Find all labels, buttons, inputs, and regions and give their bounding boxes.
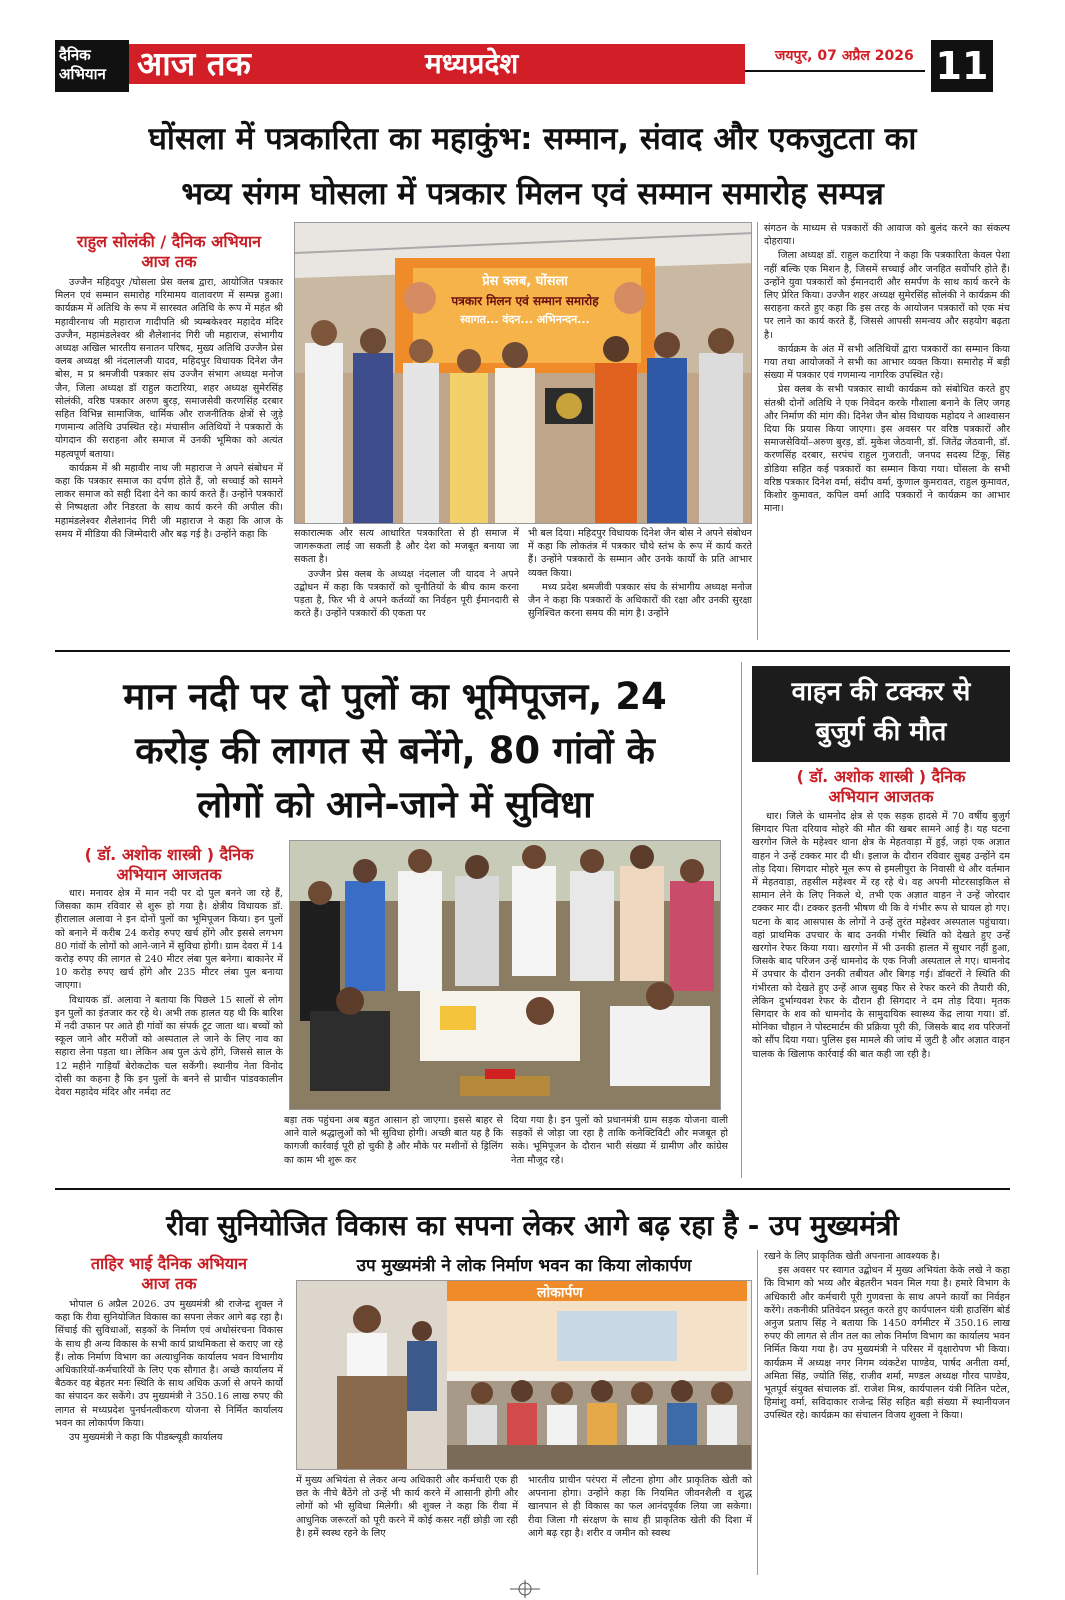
- story2-paragraph: विधायक डॉ. अलावा ने बताया कि पिछले 15 सालों से लोग इन पुलों का इंतजार कर रहे थे। अभी तक हालत यह थी कि बारिश में नदी उफान पर आते ही गांवों का संपर्क टूट जाता था। बच्चों को स्कूल जाने और मरीजों को अस्पताल ले जाने के लिए नाव का सहारा लेना पड़ता था। लेकिन अब पुल ऊंचे होंगे, जिससे साल के 12 महीने गाड़ियाँ बेरोकटोक चल सकेंगी। स्थानीय नेता विनोद दोसी का कहना है कि इन पुलों के बनने से प्राचीन पांडवकालीन देवरा महादेव मंदिर और नर्मदा तट: [55, 994, 283, 1099]
- story3-byline: [752, 767, 1010, 807]
- section-divider: [55, 650, 1010, 652]
- story1-column-3: [528, 527, 752, 638]
- story1-paragraph: भी बल दिया। महिदपुर विधायक दिनेश जैन बोस ने अपने संबोधन में कहा कि लोकतंत्र में पत्रकार चौथे स्तंभ के रूप में कार्य करते हैं। उन्होंने पत्रकारों के सम्मान और उनके कार्यों के प्रति आभार व्यक्त किया।: [528, 528, 752, 579]
- press-event-photo-illustration: [295, 223, 752, 524]
- bridge-groundbreaking-photo-illustration: [290, 841, 721, 1110]
- story2-paragraph: दिया गया है। इन पुलों को प्रधानमंत्री ग्राम सड़क योजना वाली सड़कों से जोड़ा जा रहा है ताकि कनेक्टिविटी और मजबूत हो सके। भूमिपूजन के दौरान भारी संख्या में ग्रामीण और कांग्रेस नेता मौजूद रहे।: [511, 1115, 728, 1166]
- story4-byline-line2: आज तक: [141, 1274, 197, 1293]
- story1-paragraph: सकारात्मक और सत्य आधारित पत्रकारिता से ही समाज में जागरूकता लाई जा सकती है और देश को मजबूत बनाया जा सकता है।: [294, 528, 519, 566]
- story2-headline: [55, 670, 735, 832]
- story2-byline-line1: ( डॉ. अशोक शास्त्री ) दैनिक: [84, 845, 254, 864]
- story2-headline-line1: मान नदी पर दो पुलों का भूमिपूजन, 24: [123, 675, 667, 718]
- story4-paragraph: भारतीय प्राचीन परंपरा में लौटना होगा और प्राकृतिक खेती को अपनाना होगा। उन्होंने कहा कि नियमित जीवनशैली व शुद्ध खानपान से ही विकास का फल आनंदपूर्वक लिया जा सकेगा। रीवा जिला गौ संरक्षण के साथ ही प्राकृतिक खेती की दिशा में आगे बढ़ रहा है। शरीर व जमीन को स्वस्थ: [528, 1475, 752, 1539]
- brand-name: आज तक: [137, 44, 251, 83]
- story3-body: [752, 810, 1010, 1176]
- story4-paragraph: भोपाल 6 अप्रैल 2026. उप मुख्यमंत्री श्री राजेन्द्र शुक्ल ने कहा कि रीवा सुनियोजित विकास का सपना लेकर आगे बढ़ रहा है। सिंचाई की सुविधाओं, सड़कों के निर्माण एवं अधोसंरचना विकास के साथ ही अन्य विकास के सभी कार्य प्राथमिकता से कराए जा रहे हैं। लोक निर्माण विभाग का अत्याधुनिक कार्यालय भवन विभागीय अधिकारियों-कर्मचारियों के लिए एक सौगात है। अच्छे कार्यालय में बैठकर वह बेहतर मनः स्थिति के साथ अधिक ऊर्जा से अपने कार्यों का संपादन कर सकेंगे। उप मुख्यमंत्री ने 350.16 लाख रुपए की लागत से मध्यप्रदेश पुनर्घनत्वीकरण योजना से निर्मित कार्यालय भवन का लोकार्पण किया।: [55, 1299, 283, 1429]
- story1-photo: [294, 222, 752, 524]
- story4-column-4: [764, 1250, 1010, 1574]
- story4-column-2: [296, 1474, 518, 1574]
- story2-paragraph: धार। मनावर क्षेत्र में मान नदी पर दो पुल बनने जा रहे हैं, जिसका काम रविवार से शुरू हो गया है। क्षेत्रीय विधायक डॉ. हीरालाल अलावा ने इन दोनों पुलों का भूमिपूजन किया। इन पुलों को बनाने में करीब 24 करोड़ रुपए खर्च होंगे और इससे लगभग 80 गांवों के लोगों को आने-जाने में सुविधा होगी। ग्राम देवरा में 14 करोड़ रुपए की लागत से 240 मीटर लंबा पुल बनेगा। बाकानेर में 10 करोड़ रुपए खर्च होंगे और 235 मीटर लंबा पुल बनाया जाएगा।: [55, 888, 283, 992]
- story1-paragraph: उज्जैन महिदपुर /घोसला प्रेस क्लब द्वारा, आयोजित पत्रकार मिलन एवं सम्मान समारोह गरिमामय वातावरण में सम्पन्न हुआ। कार्यक्रम में अतिथि के रूप में सारस्वत अतिथि के रूप में महंत श्री महावीरनाथ जी महाराज गादीपति श्री त्र्यम्बकेश्वर महादेव मंदिर उज्जैन, महामंडलेश्वर श्री शैलेशानंद गिरी जी महाराज, संभागीय अध्यक्ष अखिल भारतीय सनातन परिषद, मुख्य अतिथि उज्जैन प्रेस क्लब अध्यक्ष श्री नंदलालजी यादव, महिदपुर विधायक दिनेश जैन बोस, म प्र श्रमजीवी पत्रकार संघ उज्जैन संभाग अध्यक्ष मनोज जैन, जिला अध्यक्ष डॉ राहुल कटारिया, शहर अध्यक्ष सुमेरसिंह सोलंकी, वरिष्ठ पत्रकार अरुण बुरड़, समाजसेवी करणसिंह दरबार सहित विभिन्न सामाजिक, धार्मिक और राजनीतिक क्षेत्रों से जुड़े गणमान्य अतिथि उपस्थित रहे। मंचासीन अतिथियों ने पत्रकारों के योगदान की सराहना और समाज में उनकी भूमिका को अत्यंत महत्वपूर्ण बताया।: [55, 277, 283, 460]
- registration-mark-icon: [510, 1580, 540, 1598]
- story2-column-2: [284, 1114, 503, 1173]
- banner-line-2: पत्रकार मिलन एवं सम्मान समारोह: [451, 294, 599, 308]
- story4-column-3: [528, 1474, 752, 1574]
- story4-paragraph: रखने के लिए प्राकृतिक खेती अपनाना आवश्यक है।: [764, 1251, 940, 1262]
- story2-photo: [289, 840, 721, 1110]
- story2-column-3: [511, 1114, 728, 1173]
- story4-paragraph: में मुख्य अभियंता से लेकर अन्य अधिकारी और कर्मचारी एक ही छत के नीचे बैठेंगे तो उन्हें भी कार्य करने में आसानी होगी और लोगों को भी सुविधा मिलेगी। श्री शुक्ल ने कहा कि रीवा में आधुनिक जरूरतों को पूरी करने में कोई कसर नहीं छोड़ी जा रही है। हमें स्वस्थ रहने के लिए: [296, 1475, 518, 1539]
- story4-byline: [55, 1254, 283, 1294]
- story1-paragraph: कार्यक्रम के अंत में सभी अतिथियों द्वारा पत्रकारों का सम्मान किया गया तथा आयोजकों ने सभी का आभार व्यक्त किया। समारोह में बड़ी संख्या में पत्रकार एवं गणमान्य नागरिक उपस्थित रहे।: [764, 343, 1010, 382]
- story1-headline-line1: घोंसला में पत्रकारिता का महाकुंभ: सम्मान, संवाद और एकजुटता का: [148, 121, 917, 157]
- story3-headline-line2: बुजुर्ग की मौत: [815, 717, 947, 747]
- banner-line-3: स्वागत... वंदन... अभिनन्दन...: [460, 313, 590, 326]
- story4-byline-line1: ताहिर भाई दैनिक अभियान: [90, 1254, 248, 1273]
- story4-paragraph: उप मुख्यमंत्री ने कहा कि पीडब्ल्यूडी कार्यालय: [69, 1432, 223, 1444]
- column-divider: [757, 1250, 758, 1575]
- story1-byline: [55, 232, 283, 272]
- story1-byline-line2: आज तक: [141, 252, 197, 271]
- story3-paragraph: धार। जिले के धामनोद क्षेत्र से एक सड़क हादसे में 70 वर्षीय बुजुर्ग सिगदार पिता दरियाव मोहरे की मौत की खबर सामने आई है। यह घटना खरगोन जिले के महेश्वर थाना क्षेत्र के मेहतवाड़ा में हुई, जहां एक अज्ञात वाहन ने उन्हें टक्कर मार दी थी। इलाज के दौरान रविवार सुबह उन्होंने दम तोड़ दिया। सिगदार मोहरे मूल रूप से इमलीपुरा के निवासी थे और वर्तमान में मेहतवाड़ा, तहसील महेश्वर में रह रहे थे। वह अपनी मोटरसाइकिल से सामान लेने के लिए निकले थे, तभी एक अज्ञात वाहन ने उन्हें जोरदार टक्कर मार दी। टक्कर इतनी भीषण थी कि वे गंभीर रूप से घायल हो गए। घटना के बाद आसपास के लोगों ने उन्हें तुरंत महेश्वर अस्पताल पहुंचाया। वहां प्राथमिक उपचार के बाद उनकी गंभीर स्थिति को देखते हुए उन्हें खरगोन रेफर किया गया। खरगोन में भी उनकी हालत में सुधार नहीं हुआ, जिसके बाद परिजन उन्हें धामनोद के एक निजी अस्पताल ले गए। धामनोद में उपचार के दौरान उनकी तबीयत और बिगड़ गई। डॉक्टरों ने स्थिति की गंभीरता को देखते हुए उन्हें आज सुबह फिर से रेफर करने की तैयारी की, लेकिन दुर्भाग्यवश रेफर के दौरान ही सिगदार ने दम तोड़ दिया। मृतक सिगदार के शव को धामनोद के सामुदायिक स्वास्थ्य केंद्र लाया गया। डॉ. मोनिका चौहान ने पोस्टमार्टम की प्रक्रिया पूरी की, जिसके बाद शव परिजनों को सौंप दिया गया। पुलिस इस मामले की जांच में जुटी है और अज्ञात वाहन चालक के खिलाफ कार्रवाई की बात कही जा रही है।: [752, 811, 1010, 1060]
- date-underline: [745, 70, 925, 72]
- story4-subheadline: उप मुख्यमंत्री ने लोक निर्माण भवन का किया लोकार्पण: [356, 1256, 692, 1276]
- story1-column-2: [294, 527, 519, 638]
- logo-line-1: दैनिक: [59, 46, 91, 64]
- story1-paragraph: प्रेस क्लब के सभी पत्रकार साथी कार्यक्रम को संबोधित करते हुए संतश्री दोनों अतिथि ने एक निवेदन करके गौशाला बनाने के लिए जगह और निर्माण की मांग की। दिनेश जैन बोस विधायक महोदय ने आश्वासन दिया कि प्रयास किया जाएगा। इस अवसर पर वरिष्ठ पत्रकारों और समाजसेवियों–अरुण बुरड़, डॉ. मुकेश जेठवानी, डॉ. जितेंद्र जेठवानी, डॉ. करणसिंह दरबार, सरपंच राहुल गुजराती, जनपद सदस्य टिंकू, सिंह डोडिया सहित कई पत्रकारों का सम्मान किया गया। घोंसला के सभी वरिष्ठ पत्रकार दिनेश वर्मा, संदीप वर्मा, कुणाल कुमरावत, राहुल कुमावत, किशोर कुमावत, कपिल वर्मा आदि पत्रकारों ने कार्यक्रम का आभार माना।: [764, 384, 1010, 515]
- section-divider: [55, 1188, 1010, 1190]
- story1-byline-line1: राहुल सोलंकी / दैनिक अभियान: [76, 232, 262, 251]
- story1-paragraph: कार्यक्रम में श्री महावीर नाथ जी महाराज ने अपने संबोधन में कहा कि पत्रकार समाज का दर्पण होते हैं, जो सच्चाई को सामने लाकर समाज को सही दिशा देने का कार्य करते हैं। उन्होंने पत्रकारों से निष्पक्षता और निडरता के साथ कार्य करने की अपील की। महामंडलेश्वर शैलेशानंद गिरी जी महाराज ने कहा कि आज के समय में मीडिया की जिम्मेदारी और बढ़ गई है। उन्होंने कहा कि: [55, 462, 283, 540]
- photo-banner-text: लोकार्पण: [537, 1285, 583, 1301]
- story2-paragraph: बड़ा तक पहुंचना अब बहुत आसान हो जाएगा। इससे बाहर से आने वाले श्रद्धालुओं को भी सुविधा होगी। अच्छी बात यह है कि कागजी कार्रवाई पूरी हो चुकी है और मौके पर मशीनों से ड्रिलिंग का काम भी शुरू कर: [284, 1115, 503, 1166]
- story4-photo: [296, 1280, 752, 1470]
- column-divider: [757, 222, 758, 640]
- banner-line-1: प्रेस क्लब, घोंसला: [482, 274, 568, 289]
- page-number: 11: [931, 40, 993, 92]
- story4-paragraph: इस अवसर पर स्वागत उद्बोधन में मुख्य अभियंता केके लखे ने कहा कि विभाग को भव्य और बेहतरीन भवन मिल गया है। हमारे विभाग के अधिकारी और कर्मचारी पूरी गुणवत्ता के साथ अपने कार्यों का निर्वहन करेंगे। तकनीकी प्रतिवेदन प्रस्तुत करते हुए कार्यपालन यंत्री हाउसिंग बोर्ड अनुज प्रताप सिंह ने बताया कि 1450 वर्गमीटर में 350.16 लाख रुपए की लागत से तीन तल का लोक निर्माण विभाग का कार्यालय भवन निर्मित किया गया है। उप मुख्यमंत्री ने परिसर में वृक्षारोपण भी किया। कार्यक्रम में अध्यक्ष नगर निगम व्यंकटेश पाण्डेय, पार्षद अनीता वर्मा, अमिता सिंह, ज्योति सिंह, राजीव शर्मा, मण्डल अध्यक्ष गौरव पाण्डेय, भूतपूर्व संयुक्त संचालक डॉ. राजेश मिश्र, कार्यपालन यंत्री नितिन पटेल, हिमांशु वर्मा, सविदाकार राजेन्द्र सिंह सहित बड़ी संख्या में स्थानीयजन उपस्थित रहे। कार्यक्रम का संचालन विजय शुक्ला ने किया।: [764, 1265, 1010, 1422]
- story3-byline-line1: ( डॉ. अशोक शास्त्री ) दैनिक: [796, 767, 966, 786]
- logo-line-2: अभियान: [59, 65, 106, 83]
- story2-column-1: [55, 887, 283, 1173]
- story1-headline: [55, 112, 1010, 222]
- masthead: [55, 40, 1010, 92]
- building-inauguration-photo-illustration: [297, 1281, 752, 1470]
- section-title: मध्यप्रदेश: [425, 47, 519, 80]
- story2-headline-line2: करोड़ की लागत से बनेंगे, 80 गांवों के: [135, 729, 655, 772]
- story1-paragraph: मध्य प्रदेश श्रमजीवी पत्रकार संघ के संभागीय अध्यक्ष मनोज जैन ने कहा कि पत्रकारों के अधिकारों की रक्षा और उनकी सुरक्षा सुनिश्चित करना समय की मांग है। उन्होंने: [528, 581, 752, 620]
- story1-column-4: [764, 222, 1010, 638]
- story2-headline-line3: लोगों को आने-जाने में सुविधा: [197, 783, 593, 826]
- story3-byline-line2: अभियान आजतक: [828, 787, 934, 806]
- story4-headline: रीवा सुनियोजित विकास का सपना लेकर आगे बढ़ रहा है - उप मुख्यमंत्री: [166, 1209, 899, 1242]
- story1-paragraph: जिला अध्यक्ष डॉ. राहुल कटारिया ने कहा कि पत्रकारिता केवल पेशा नहीं बल्कि एक मिशन है, जिसमें सच्चाई और जनहित सर्वोपरि होते हैं। उन्होंने युवा पत्रकारों को ईमानदारी और समर्पण के साथ कार्य करने के लिए प्रेरित किया। उज्जैन शहर अध्यक्ष सुमेरसिंह सोलंकी ने कार्यक्रम की सराहना करते हुए कहा कि इस तरह के आयोजन पत्रकारों को एक मंच पर लाने का कार्य करते हैं, जिससे आपसी समन्वय और सहयोग बढ़ता है।: [764, 250, 1010, 341]
- story3-headline-line1: वाहन की टक्कर से: [791, 677, 971, 707]
- newspaper-logo: [55, 40, 129, 92]
- story4-column-1: [55, 1298, 283, 1574]
- story1-headline-line2: भव्य संगम घोसला में पत्रकार मिलन एवं सम्मान समारोह सम्पन्न: [181, 176, 884, 212]
- story1-paragraph: उज्जैन प्रेस क्लब के अध्यक्ष नंदलाल जी यादव ने अपने उद्बोधन में कहा कि पत्रकारों को चुनौतियों के बीच काम करना पड़ता है, फिर भी वे अपने कर्तव्यों का निर्वहन पूरी ईमानदारी से करते हैं। उन्होंने पत्रकारों की एकता पर: [294, 568, 519, 620]
- story3-headline-box: [752, 666, 1010, 762]
- column-divider: [741, 662, 742, 1178]
- issue-date: जयपुर, 07 अप्रैल 2026: [775, 48, 914, 64]
- story2-byline-line2: अभियान आजतक: [116, 865, 222, 884]
- story1-paragraph: संगठन के माध्यम से पत्रकारों की आवाज को बुलंद करने का संकल्प दोहराया।: [764, 223, 1010, 248]
- story1-column-1: [55, 276, 283, 638]
- story2-byline: [55, 845, 283, 885]
